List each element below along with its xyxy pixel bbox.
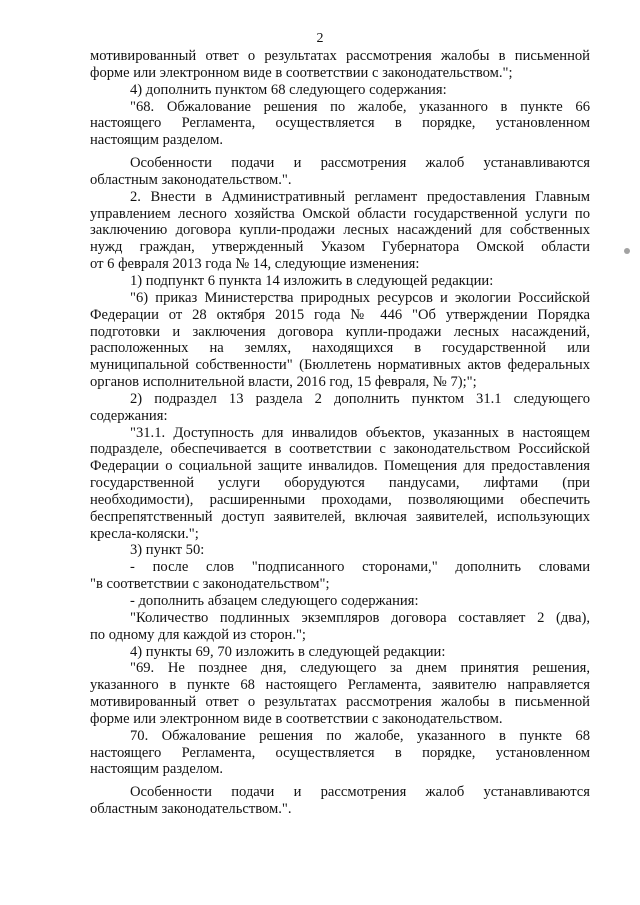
text-line: настоящим разделом.	[90, 761, 223, 778]
paragraph	[90, 644, 590, 661]
paragraph	[90, 542, 590, 559]
text-line: муниципальной собственности" (Бюллетень нормативных актов федеральных	[90, 357, 590, 374]
text-line: 2) подраздел 13 раздела 2 дополнить пунктом 31.1 следующего	[130, 390, 590, 407]
text-line: органов исполнительной власти, 2016 год, 15 февраля, № 7);";	[90, 374, 477, 391]
text-line: Федерации от 28 октября 2015 года № 446 "Об утверждении Порядка	[90, 306, 590, 323]
paragraph	[90, 391, 590, 425]
text-line: государственной услуги оборудуются пандусами, лифтами (при	[90, 475, 590, 492]
text-line: 3) пункт 50:	[130, 542, 205, 559]
text-line: от 6 февраля 2013 года № 14, следующие изменения:	[90, 256, 420, 273]
text-line: "Количество подлинных экземпляров договора составляет 2 (два),	[130, 609, 590, 626]
text-line: кресла-коляски.";	[90, 525, 199, 542]
text-line: беспрепятственный доступ заявителей, включая заявителей, использующих	[90, 508, 590, 525]
paragraph	[90, 610, 590, 644]
paragraph	[90, 593, 590, 610]
scan-mark	[624, 248, 630, 254]
paragraph	[90, 273, 590, 290]
text-line: 1) подпункт 6 пункта 14 изложить в следующей редакции:	[130, 272, 494, 289]
text-line: нужд граждан, утвержденный Указом Губернатора Омской области	[90, 239, 590, 256]
text-line: "68. Обжалование решения по жалобе, указанного в пункте 66	[130, 98, 590, 115]
text-line: управлением лесного хозяйства Омской области государственной услуги по	[90, 205, 590, 222]
text-line: Федерации о социальной защите инвалидов. Помещения для предоставления	[90, 458, 590, 475]
text-line: 4) пункты 69, 70 изложить в следующей редакции:	[130, 643, 446, 660]
text-line: 2. Внести в Административный регламент предоставления Главным	[130, 188, 590, 205]
text-line: содержания:	[90, 407, 168, 424]
paragraph	[90, 189, 590, 273]
text-line: Особенности подачи и рассмотрения жалоб устанавливаются	[130, 155, 590, 172]
paragraph	[90, 559, 590, 593]
text-line: подготовки и заключения договора купли-продажи лесных насаждений,	[90, 323, 590, 340]
text-line: "69. Не позднее дня, следующего за днем принятия решения,	[130, 660, 590, 677]
text-line: расположенных на землях, находящихся в государственной или	[90, 340, 590, 357]
paragraph	[90, 82, 590, 99]
text-line: мотивированный ответ о результатах рассмотрения жалобы в письменной	[90, 694, 590, 711]
paragraph	[90, 99, 590, 150]
paragraph	[90, 660, 590, 727]
text-line: "31.1. Доступность для инвалидов объектов, указанных в настоящем	[130, 424, 590, 441]
paragraph	[90, 290, 590, 391]
text-line: подразделе, обеспечивается в соответствии с законодательством Российской	[90, 441, 590, 458]
text-line: 70. Обжалование решения по жалобе, указанного в пункте 68	[130, 727, 590, 744]
text-line: настоящего Регламента, осуществляется в порядке, установленном	[90, 744, 590, 761]
text-line: необходимости), расширенными проходами, позволяющими обеспечить	[90, 491, 590, 508]
text-line: указанного в пункте 68 настоящего Регламента, заявителю направляется	[90, 677, 590, 694]
text-line: форме или электронном виде в соответствии с законодательством.";	[90, 64, 513, 81]
paragraph	[90, 728, 590, 779]
paragraph	[90, 48, 590, 82]
text-line: - после слов "подписанного сторонами," дополнить словами	[130, 559, 590, 576]
text-line: Особенности подачи и рассмотрения жалоб устанавливаются	[130, 784, 590, 801]
paragraph	[90, 155, 590, 189]
text-line: областным законодательством.".	[90, 171, 292, 188]
page-number: 2	[316, 31, 324, 46]
document-body	[90, 48, 590, 818]
text-line: по одному для каждой из сторон.";	[90, 626, 306, 643]
text-line: настоящим разделом.	[90, 132, 223, 149]
text-line: мотивированный ответ о результатах рассмотрения жалобы в письменной	[90, 48, 590, 64]
paragraph	[90, 425, 590, 543]
text-line: настоящего Регламента, осуществляется в порядке, установленном	[90, 115, 590, 132]
text-line: "в соответствии с законодательством";	[90, 576, 330, 593]
paragraph	[90, 784, 590, 818]
text-line: 4) дополнить пунктом 68 следующего содержания:	[130, 81, 447, 98]
text-line: форме или электронном виде в соответствии с законодательством.	[90, 710, 503, 727]
text-line: заключению договора купли-продажи лесных насаждений для собственных	[90, 222, 590, 239]
text-line: "6) приказ Министерства природных ресурсов и экологии Российской	[130, 289, 590, 306]
text-line: - дополнить абзацем следующего содержания:	[130, 593, 419, 609]
text-line: областным законодательством.".	[90, 801, 292, 818]
